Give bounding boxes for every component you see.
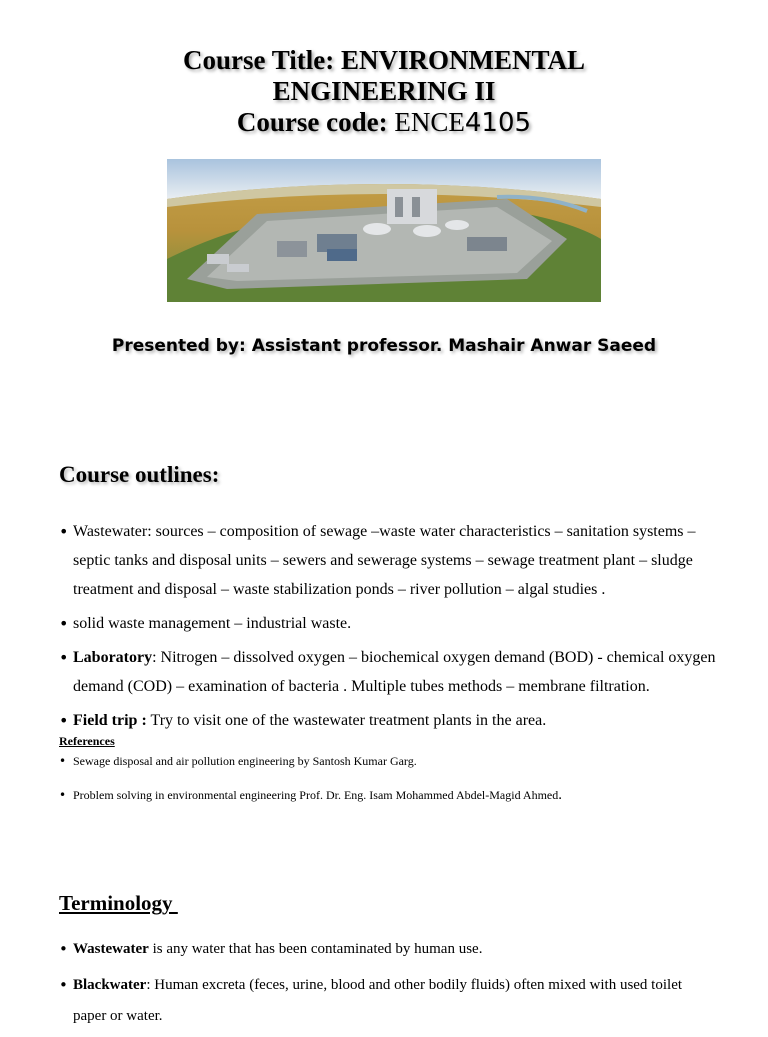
course-title-line1: Course Title: ENVIRONMENTAL — [182, 45, 585, 75]
list-item — [59, 643, 719, 701]
course-code-label: Course code: — [236, 107, 395, 137]
list-item — [59, 609, 719, 638]
course-title — [0, 45, 768, 139]
bullet-icon: • — [59, 648, 69, 667]
reference-text: Sewage disposal and air pollution engineering by Santosh Kumar Garg. — [73, 754, 417, 768]
term-text: : Human excreta (feces, urine, blood and other bodily fluids) often mixed with used toilet paper or water. — [73, 977, 683, 1024]
course-code-prefix: ENCE — [394, 107, 465, 137]
item-text: solid waste management – industrial waste. — [73, 615, 352, 632]
terminology-list — [59, 934, 719, 1037]
course-outline-list — [59, 517, 719, 740]
bullet-icon: • — [59, 788, 67, 802]
reference-item — [59, 752, 719, 770]
bullet-icon: • — [59, 711, 69, 730]
list-item — [59, 517, 719, 604]
list-item — [59, 706, 719, 735]
references-list — [59, 752, 719, 804]
term-text: is any water that has been contaminated by human use. — [148, 941, 483, 957]
bullet-icon: • — [59, 940, 68, 958]
term-bold: Blackwater — [73, 977, 147, 993]
treatment-plant-photo — [167, 159, 601, 302]
presenter-line: Presented by: Assistant professor. Mashair Anwar Saeed — [111, 336, 657, 356]
treatment-plant-illustration — [167, 159, 601, 302]
item-text: Wastewater: sources – composition of sewage –waste water characteristics – sanitation systems – septic tanks and disposal units – sewers and sewerage systems – sewage treatment plant – sludge treatment and disposal – waste stabilization ponds – river pollution – algal studies . — [73, 523, 696, 598]
bullet-icon: • — [59, 754, 67, 768]
list-item — [59, 934, 719, 965]
term-bold: Wastewater — [73, 941, 149, 957]
course-code — [0, 107, 768, 139]
course-title-line2: ENGINEERING II — [272, 76, 496, 106]
bullet-icon: • — [59, 976, 68, 994]
item-bold: Field trip : — [73, 712, 147, 729]
terminology-heading: Terminology — [59, 891, 178, 915]
references-heading: References — [59, 734, 115, 748]
bullet-icon: • — [59, 522, 69, 541]
bullet-icon: • — [59, 614, 69, 633]
item-bold: Laboratory — [73, 649, 153, 666]
course-outlines-heading: Course outlines: — [59, 462, 220, 487]
item-text: Try to visit one of the wastewater treatment plants in the area. — [146, 712, 547, 729]
list-item — [59, 970, 719, 1032]
reference-trailing-period: . — [558, 787, 563, 803]
course-code-digits: 4105 — [464, 108, 532, 138]
reference-text: Problem solving in environmental engineering Prof. Dr. Eng. Isam Mohammed Abdel-Magid Ahmed — [73, 788, 559, 802]
item-text: : Nitrogen – dissolved oxygen – biochemical oxygen demand (BOD) - chemical oxygen demand (COD) – examination of bacteria . Multiple tubes methods – membrane filtration. — [73, 649, 716, 695]
reference-item — [59, 786, 719, 804]
